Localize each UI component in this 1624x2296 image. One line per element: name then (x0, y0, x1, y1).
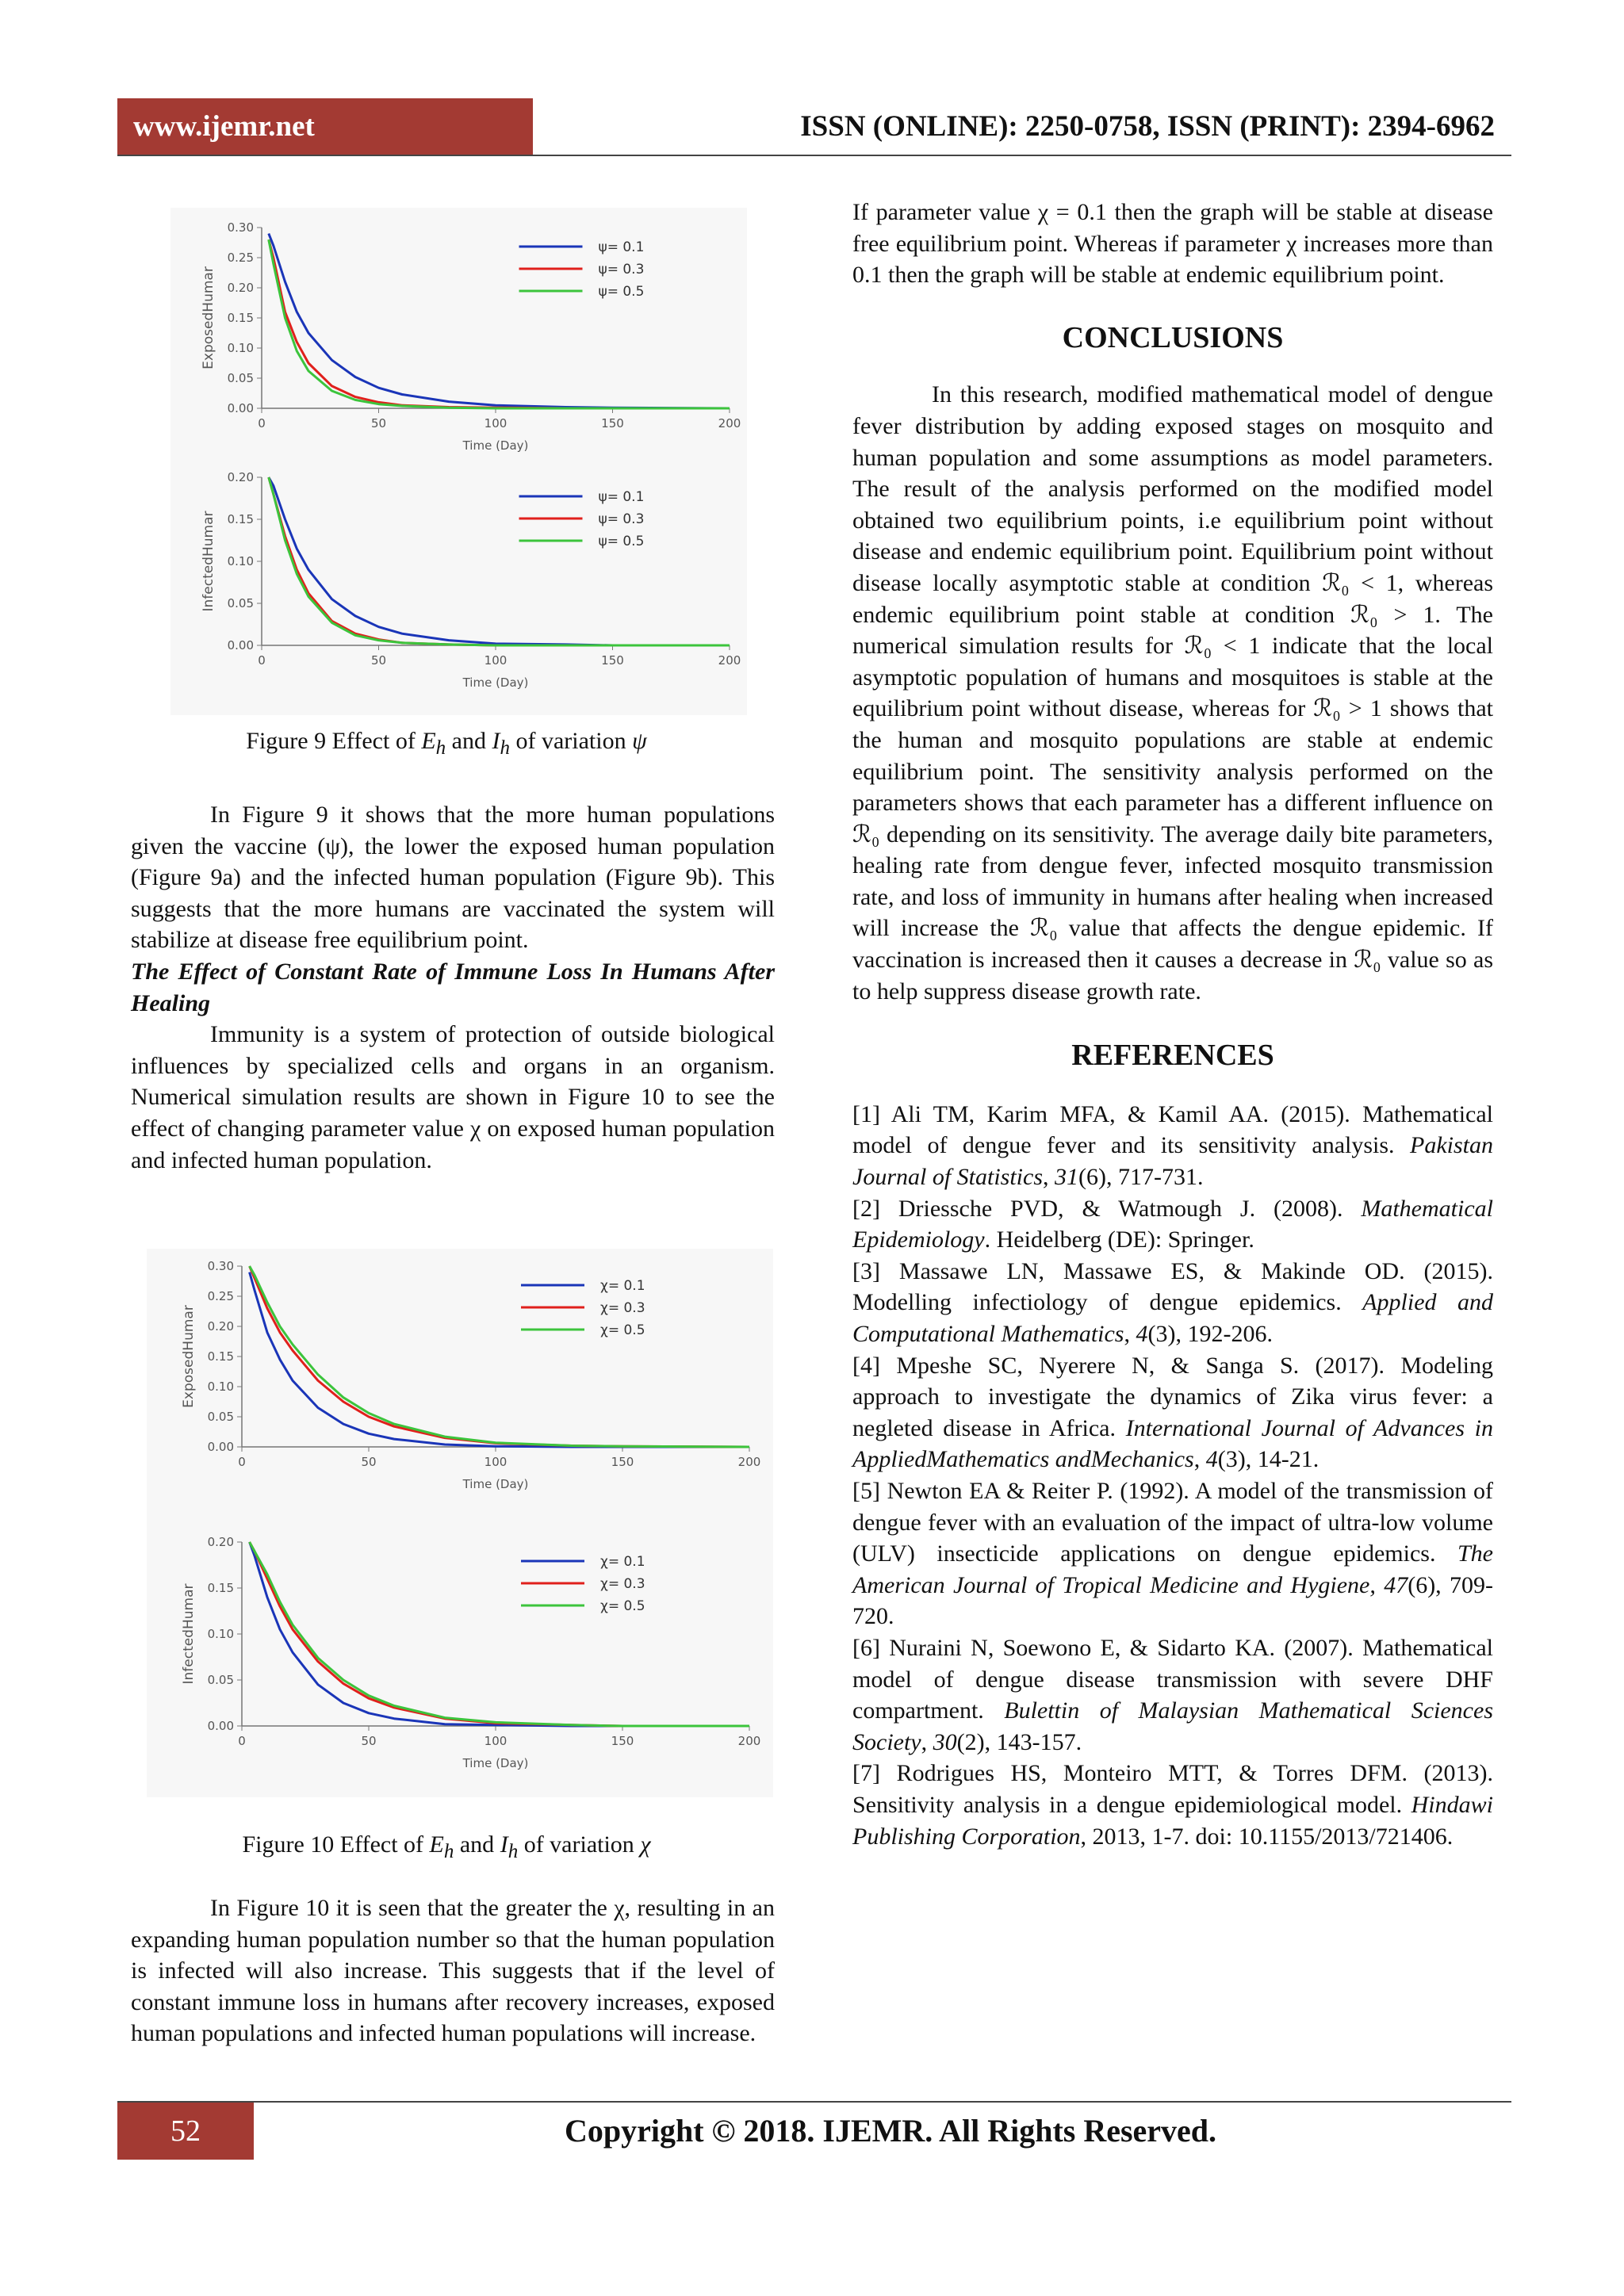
series-line-3 (250, 1542, 749, 1726)
y-axis-label: InfectedHumar (181, 1583, 197, 1685)
y-tick-label: 0.15 (207, 1581, 234, 1595)
figure-9 (170, 208, 747, 715)
left-column-text (131, 799, 775, 1176)
x-tick-label: 50 (361, 1734, 377, 1748)
series-line-1 (250, 1542, 749, 1726)
x-tick-label: 0 (238, 1734, 246, 1748)
subheading-immune-loss: The Effect of Constant Rate of Immune Loss In Humans After Healing (131, 958, 775, 1016)
y-tick-label: 0.10 (227, 341, 254, 355)
y-tick-label: 0.00 (207, 1719, 234, 1733)
x-tick-label: 50 (370, 653, 387, 668)
series-line-1 (250, 1272, 749, 1447)
legend-label: ψ= 0.3 (598, 262, 645, 277)
x-tick-label: 0 (238, 1455, 246, 1469)
y-tick-label: 0.05 (207, 1410, 234, 1424)
x-tick-label: 200 (737, 1734, 761, 1748)
series-line-2 (269, 239, 730, 408)
reference-item: [7] Rodrigues HS, Monteiro MTT, & Torres DFM. (2013). Sensitivity analysis in a dengue epidemiological model. Hindawi Publishing Corporation, 2013, 1-7. doi: 10.1155/2013/721406. (852, 1760, 1493, 1850)
x-tick-label: 100 (484, 1734, 508, 1748)
y-tick-label: 0.25 (227, 251, 254, 265)
journal-website: www.ijemr.net (117, 98, 533, 155)
legend-label: χ= 0.5 (600, 1598, 645, 1614)
conclusions-heading: CONCLUSIONS (1062, 320, 1284, 354)
x-tick-label: 100 (484, 1455, 508, 1469)
y-tick-label: 0.30 (207, 1259, 234, 1273)
y-tick-label: 0.15 (207, 1349, 234, 1364)
reference-item: [1] Ali TM, Karim MFA, & Kamil AA. (2015). Mathematical model of dengue fever and its sensitivity analysis. Pakistan Journal of Statistics, 31(6), 717-731. (852, 1100, 1493, 1191)
legend-label: χ= 0.1 (600, 1554, 645, 1570)
x-tick-label: 200 (737, 1455, 761, 1469)
reference-list (852, 1099, 1493, 1852)
y-tick-label: 0.05 (227, 596, 254, 610)
figure-9-caption: Figure 9 Effect of $E_h$ and $I_h$ of variation ψ (246, 728, 647, 759)
legend-label: χ= 0.3 (600, 1300, 645, 1316)
x-axis-label: Time (Day) (462, 1756, 529, 1770)
paragraph-immunity: Immunity is a system of protection of outside biological influences by specialized cells and organs in an organism. Numerical simulation results are shown in Figure 10 to see the effect of changing parameter value χ on exposed human population and infected human population. (131, 1021, 775, 1173)
y-tick-label: 0.10 (227, 554, 254, 568)
legend-label: χ= 0.1 (600, 1278, 645, 1294)
left-column-bottom (131, 1892, 775, 2049)
conclusions-paragraph: In this research, modified mathematical model of dengue fever distribution by adding exposed stages on mosquito and human population and some assumptions as model parameters. The result of the analysis performed on the modified model obtained two equilibrium points, i.e equilibrium point without disease and endemic equilibrium point. Equilibrium point without disease locally asymptotic stable at condition ℛ₀ < 1, whereas endemic equilibrium point stable at condition ℛ₀ > 1. The numerical simulation results for ℛ₀ < 1 indicate that the local asymptotic population of humans and mosquitoes is stable at the equilibrium point without disease, whereas for ℛ₀ > 1 shows that the human and mosquito populations are stable at endemic equilibrium point. The sensitivity analysis performed on the parameters shows that each parameter has a different influence on ℛ₀ depending on its sensitivity. The average daily bite parameters, healing rate from dengue fever, infected mosquito transmission rate, and loss of immunity in humans after healing when increased will increase the ℛ₀ value that affects the dengue epidemic. If vaccination is increased then it causes a decrease in ℛ₀ value so as to help suppress disease growth rate. (852, 381, 1493, 1004)
references-heading: REFERENCES (1071, 1039, 1274, 1073)
y-tick-label: 0.05 (207, 1673, 234, 1687)
legend-label: ψ= 0.1 (598, 239, 645, 255)
y-tick-label: 0.10 (207, 1627, 234, 1641)
right-column-text (852, 197, 1493, 1852)
figure-10-plots (147, 1249, 773, 1797)
series-line-3 (269, 477, 730, 645)
reference-item: [5] Newton EA & Reiter P. (1992). A model of the transmission of dengue fever with an evaluation of the impact of ultra-low volume (ULV) insecticide applications on dengue epidemics. The American Journal of Tropical Medicine and Hygiene, 47(6), 709-720. (852, 1477, 1493, 1630)
y-tick-label: 0.20 (207, 1535, 234, 1549)
y-axis-label: ExposedHumar (201, 266, 216, 369)
x-tick-label: 100 (484, 653, 508, 668)
x-tick-label: 0 (258, 416, 266, 430)
legend-label: ψ= 0.1 (598, 489, 645, 505)
y-tick-label: 0.10 (207, 1380, 234, 1394)
x-tick-label: 150 (601, 653, 624, 668)
x-tick-label: 150 (611, 1455, 634, 1469)
x-tick-label: 100 (484, 416, 508, 430)
y-tick-label: 0.00 (227, 401, 254, 415)
x-tick-label: 0 (258, 653, 266, 668)
series-line-2 (250, 1542, 749, 1726)
series-line-2 (269, 477, 730, 645)
legend-label: ψ= 0.5 (598, 534, 645, 549)
y-tick-label: 0.00 (227, 638, 254, 652)
series-line-3 (250, 1266, 749, 1447)
x-axis-label: Time (Day) (462, 675, 529, 690)
figure-10 (147, 1249, 773, 1797)
figure-10-caption: Figure 10 Effect of $E_h$ and $I_h$ of variation χ (242, 1831, 651, 1862)
x-tick-label: 50 (361, 1455, 377, 1469)
legend-label: ψ= 0.3 (598, 511, 645, 527)
legend-label: χ= 0.3 (600, 1576, 645, 1592)
page-number: 52 (117, 2103, 254, 2160)
copyright-notice: Copyright © 2018. IJEMR. All Rights Reserved. (564, 2113, 1217, 2149)
figure-9-plots (170, 208, 747, 715)
y-tick-label: 0.15 (227, 512, 254, 526)
y-tick-label: 0.15 (227, 311, 254, 325)
series-line-1 (269, 234, 730, 408)
y-tick-label: 0.20 (227, 470, 254, 484)
y-tick-label: 0.05 (227, 371, 254, 385)
y-tick-label: 0.30 (227, 220, 254, 235)
x-axis-label: Time (Day) (462, 1477, 529, 1491)
paragraph-figure10-discussion: In Figure 10 it is seen that the greater the χ, resulting in an expanding human population number so that the human population is infected will also increase. This suggests that if the level of constant immune loss in humans after recovery increases, exposed human populations and infected human populations will increase. (131, 1895, 775, 2047)
y-tick-label: 0.20 (207, 1319, 234, 1334)
y-axis-label: ExposedHumar (181, 1305, 197, 1408)
reference-item: [4] Mpeshe SC, Nyerere N, & Sanga S. (2017). Modeling approach to investigate the dynamics of Zika virus fever: a negleted disease in Africa. International Journal of Advances in AppliedMathematics andMechanics, 4(3), 14-21. (852, 1352, 1493, 1473)
y-tick-label: 0.00 (207, 1440, 234, 1454)
series-line-2 (250, 1266, 749, 1447)
x-tick-label: 150 (611, 1734, 634, 1748)
y-axis-label: InfectedHumar (201, 511, 216, 612)
paragraph-chi-stability: If parameter value χ = 0.1 then the graph will be stable at disease free equilibrium point. Whereas if parameter χ increases more than 0.1 then the graph will be stable at endemic equilibrium point. (852, 199, 1493, 289)
legend-label: χ= 0.5 (600, 1322, 645, 1338)
series-line-3 (269, 239, 730, 408)
issn-header: ISSN (ONLINE): 2250-0758, ISSN (PRINT): 2394-6962 (800, 110, 1495, 143)
reference-item: [3] Massawe LN, Massawe ES, & Makinde OD. (2015). Modelling infectiology of dengue epidemics. Applied and Computational Mathematics, 4(3), 192-206. (852, 1257, 1494, 1347)
header-rule (117, 155, 1511, 156)
x-tick-label: 150 (601, 416, 624, 430)
x-tick-label: 200 (718, 653, 741, 668)
paragraph-figure9-discussion: In Figure 9 it shows that the more human populations given the vaccine (ψ), the lower the exposed human population (Figure 9a) and the infected human population (Figure 9b). This suggests that the more humans are vaccinated the system will stabilize at disease free equilibrium point. (131, 802, 775, 954)
x-axis-label: Time (Day) (462, 438, 529, 453)
y-tick-label: 0.25 (207, 1289, 234, 1303)
reference-item: [6] Nuraini N, Soewono E, & Sidarto KA. (2007). Mathematical model of dengue disease transmission with severe DHF compartment. Bulettin of Malaysian Mathematical Sciences Society, 30(2), 143-157. (852, 1634, 1493, 1755)
reference-item: [2] Driessche PVD, & Watmough J. (2008). Mathematical Epidemiology. Heidelberg (DE): Springer. (852, 1195, 1493, 1253)
x-tick-label: 200 (718, 416, 741, 430)
x-tick-label: 50 (370, 416, 387, 430)
legend-label: ψ= 0.5 (598, 284, 645, 300)
y-tick-label: 0.20 (227, 281, 254, 295)
series-line-1 (269, 477, 730, 645)
